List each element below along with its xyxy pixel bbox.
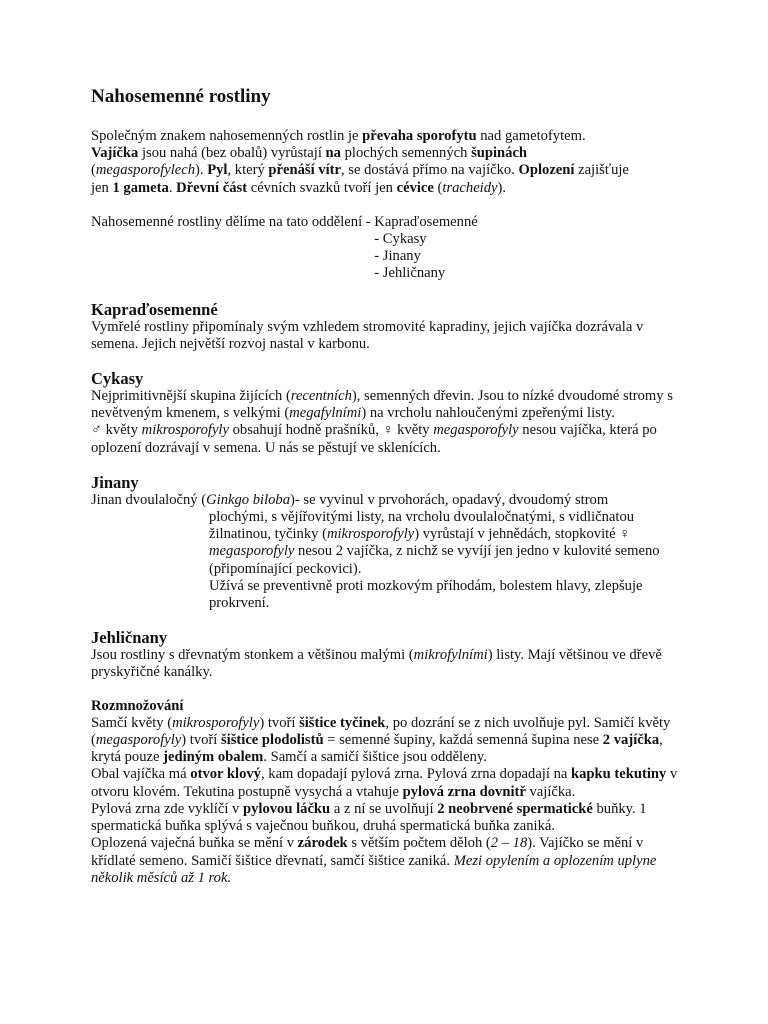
text-run: ), semenných dřevin. Jsou to nízké dvoudomé stromy s nevětveným kmenem, s velkými ( (91, 388, 673, 422)
text-run: = semenné šupiny, každá semenná šupina nese (323, 732, 603, 749)
text-run: Pylová zrna zde vyklíčí v (91, 800, 243, 817)
text-run: ). Vajíčko se mění v křídlaté semeno. Samičí šištice dřevnatí, samčí šištice zaniká. (91, 835, 644, 869)
italic-text: tracheidy (442, 179, 498, 196)
text-run: jsou nahá (bez obalů) vyrůstají (138, 145, 326, 162)
bold-text: jediným obalem (163, 749, 264, 766)
text-run: , po dozrání se z nich uvolňuje pyl. Samičí květy ( (91, 714, 671, 749)
document-page (91, 86, 681, 887)
section-heading-kapradosemenne: Kapraďosemenné (91, 299, 218, 319)
text-run: ) na vrcholu nahloučenými zpeřenými listy. (361, 405, 615, 422)
text-run: Oplozená vaječná buňka se mění v (91, 835, 298, 852)
text-run: Jsou rostliny s dřevnatým stonkem a většinou malými ( (91, 647, 414, 664)
section-heading-jehlicnany: Jehličnany (91, 628, 168, 648)
text-run: , se dostává přímo na vajíčko. (340, 162, 519, 179)
text-run: a z ní se uvolňují (330, 800, 438, 817)
bold-text: na (325, 145, 341, 162)
text-run: cévních svazků tvoří jen (247, 179, 397, 196)
bold-text: převaha sporofytu (362, 128, 477, 144)
bold-text: Dřevní část (176, 179, 248, 196)
text-run: Jinan dvoulaločný ( (91, 491, 207, 508)
text-run: v otvoru klovém. Tekutina postupně vysychá a vtahuje (91, 766, 678, 800)
bold-text: Vajíčka (91, 145, 139, 162)
text-run: Nejprimitivnější skupina žijících ( (91, 388, 291, 405)
text-run: nad gametofytem. (476, 128, 586, 144)
division-item: - Jinany (374, 248, 421, 265)
bold-text: otvor klový (190, 766, 261, 783)
text-run: nesou vajíčka, která po oplození dozrávají v semena. U nás se pěstují ve sklenících. (91, 422, 657, 456)
section-heading-jinany: Jinany (91, 472, 139, 492)
bold-text: pylovou láčku (242, 800, 331, 817)
section-text-jehlicnany (91, 647, 681, 681)
bold-text: šupinách (471, 145, 528, 162)
section-text-cykasy (91, 388, 681, 457)
division-item: - Cykasy (374, 231, 427, 248)
text-run: ( (91, 162, 96, 179)
text-run: , který (227, 162, 269, 179)
subheading-rozmnozovani: Rozmnožování (91, 697, 184, 714)
italic-text: megasporofyly (95, 732, 182, 749)
section-heading-cykasy: Cykasy (91, 369, 144, 389)
text-run: , krytá pouze (91, 732, 663, 766)
text-run: ) tvoří (181, 732, 221, 749)
text-run: plochými, s vějířovitými listy, na vrcholu dvoulaločnatými, s vidličnatou žilnatinou, tyčinky ( (209, 509, 635, 543)
text-run: zajišťuje (574, 162, 629, 179)
divisions-items (374, 214, 477, 283)
page-title: Nahosemenné rostliny (91, 86, 271, 107)
bold-text: šištice tyčinek (299, 714, 386, 731)
bold-text: kapku tekutiny (571, 766, 667, 783)
text-run: , kam dopadají pylová zrna. Pylová zrna dopadají na (260, 766, 571, 783)
text-run: ( (433, 179, 443, 196)
bold-text: Pyl (207, 162, 228, 179)
section-text-jinany-first-line (91, 492, 681, 509)
italic-text: recentních (290, 388, 352, 405)
text-run: plochých semenných (340, 145, 472, 162)
italic-text: mikrosporofyly (326, 526, 415, 543)
section-text-kapradosemenne (91, 319, 681, 353)
text-run: nesou 2 vajíčka, z nichž se vyvíjí jen jedno v kulovité semeno (připomínající peckovici). (209, 543, 660, 577)
text-run: Obal vajíčka má (91, 766, 191, 783)
bold-text: 2 vajíčka (602, 732, 660, 749)
intro-paragraph (91, 128, 681, 197)
bold-text: cévice (396, 179, 434, 196)
bold-text: 2 neobrvené spermatické (437, 800, 593, 817)
italic-text: megafylními (289, 405, 362, 422)
italic-text: megasporofyly (209, 543, 295, 560)
text-run: ♂ květy (91, 422, 142, 439)
italic-text: 2 – 18 (490, 835, 528, 852)
division-item: - Jehličnany (374, 265, 446, 282)
text-run: ) listy. Mají většinou ve dřevě pryskyřičné kanálky. (91, 647, 662, 681)
divisions-list (91, 214, 681, 283)
italic-text: mikrosporofyly (141, 422, 229, 439)
text-run: buňky. 1 spermatická buňka splývá s vaječnou buňkou, druhá spermatická buňka zaniká. (91, 800, 647, 835)
bold-text: pylová zrna dovnitř (402, 783, 526, 800)
division-item: Kapraďosemenné (374, 213, 478, 230)
section-text-rozmnozovani (91, 715, 681, 887)
text-run: Samčí květy ( (91, 714, 173, 731)
bold-text: Oplození (518, 162, 575, 179)
italic-text: Ginkgo biloba (206, 491, 291, 508)
text-run: jen (91, 179, 113, 196)
text-run: ). (195, 162, 208, 179)
text-run: Společným znakem nahosemenných rostlin je (91, 128, 363, 144)
text-run: s větším počtem děloh ( (347, 835, 491, 852)
text-run: ). (497, 179, 507, 196)
text-run: . Samčí a samičí šištice jsou odděleny. (263, 749, 487, 766)
italic-text: mikrosporofyly (172, 714, 260, 731)
text-run: obsahují hodně prašníků, ♀ květy (228, 422, 434, 439)
bold-text: 1 gameta (112, 179, 169, 196)
text-run: . (168, 179, 177, 196)
text-run: Užívá se preventivně proti mozkovým příhodám, bolestem hlavy, zlepšuje prokrvení. (209, 577, 643, 612)
bold-text: přenáší vítr (268, 162, 341, 179)
text-run: ) vyrůstají v jehnědách, stopkovité ♀ (414, 526, 631, 543)
italic-text: mikrofylními (413, 647, 488, 664)
text-run: vajíčka. (525, 783, 576, 800)
divisions-label: Nahosemenné rostliny dělíme na tato oddělení - (91, 213, 375, 230)
text-run: ) tvoří (259, 714, 300, 731)
bold-text: zárodek (297, 835, 348, 852)
text-run: Vymřelé rostliny připomínaly svým vzhledem stromovité kapradiny, jejich vajíčka dozrávala v semena. Jejich největší rozvoj nastal v karbonu. (91, 318, 644, 352)
text-run: )- se vyvinul v prvohorách, opadavý, dvoudomý strom (290, 491, 609, 508)
italic-text: megasporofylech (95, 162, 196, 179)
section-text-jinany-indented (91, 509, 681, 612)
italic-text: Mezi opylením a oplozením uplyne několik měsíců až 1 rok. (91, 852, 657, 886)
italic-text: megasporofyly (433, 422, 519, 439)
bold-text: šištice plodolistů (221, 732, 324, 749)
